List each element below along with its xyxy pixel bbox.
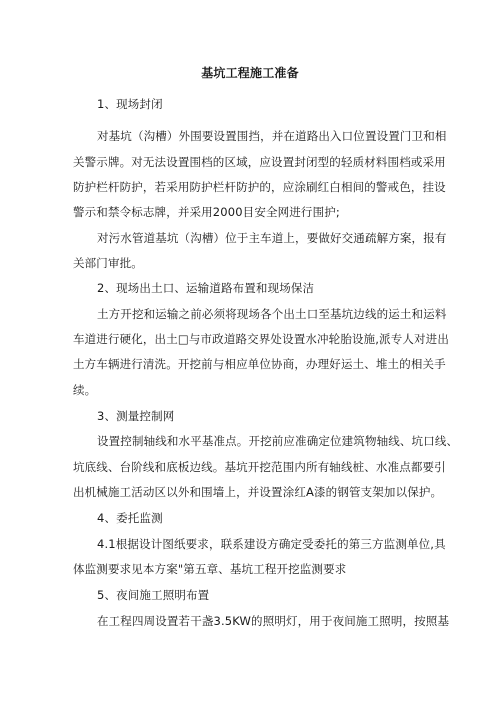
paragraph-line: 出机械施工活动区以外和围墙上，并设置涂红A漆的钢管支架加以保护。 xyxy=(73,485,443,499)
section-heading-5: 5、夜间施工照明布置 xyxy=(97,588,210,602)
paragraph-line: 关警示牌。对无法设置围档的区域，应设置封闭型的轻质材料围档或采用 xyxy=(73,155,446,169)
paragraph-line: 防护栏杆防护，若采用防护栏杆防护的，应涂刷红白相间的警戒色，挂设 xyxy=(73,180,446,194)
paragraph-line: 续。 xyxy=(73,383,97,397)
section-heading-3: 3、测量控制网 xyxy=(97,409,175,423)
section-heading-2: 2、现场出土口、运输道路布置和现场保洁 xyxy=(97,281,315,295)
paragraph-line: 土方车辆进行清洗。开挖前与相应单位协商，办理好运土、堆土的相关手 xyxy=(73,357,446,371)
paragraph-line: 对污水管道基坑（沟槽）位于主车道上，要做好交通疏解方案，报有 xyxy=(97,231,447,245)
paragraph-line: 坑底线、台阶线和底板边线。基坑开挖范围内所有轴线桩、水准点都要引 xyxy=(73,460,446,474)
section-heading-4: 4、委托监测 xyxy=(97,511,163,525)
section-heading-1: 1、现场封闭 xyxy=(97,97,163,111)
paragraph-line: 设置控制轴线和水平基准点。开挖前应准确定位建筑物轴线、坑口线、 xyxy=(97,434,459,448)
paragraph-line: 关部门审批。 xyxy=(73,256,143,270)
paragraph-line: 4.1根据设计图纸要求，联系建设方确定受委托的第三方监测单位,具 xyxy=(97,537,446,551)
paragraph-line: 体监测要求见本方案"第五章、基坑工程开挖监测要求 xyxy=(73,562,347,576)
paragraph-line: 土方开挖和运输之前必须将现场各个出土口至基坑边线的运土和运料 xyxy=(97,307,447,321)
paragraph-line: 警示和禁令标志牌，并采用2000目安全网进行围护; xyxy=(73,205,340,219)
document-title: 基坑工程施工准备 xyxy=(201,66,299,80)
paragraph-line: 对基坑（沟槽）外围要设置围挡，并在道路出入口位置设置门卫和相 xyxy=(97,129,447,143)
paragraph-line: 车道进行硬化，出土□与市政道路交界处设置水冲轮胎设施,派专人对进出 xyxy=(73,332,449,346)
paragraph-line: 在工程四周设置若干盏3.5KW的照明灯，用于夜间施工照明，按照基 xyxy=(97,614,450,628)
